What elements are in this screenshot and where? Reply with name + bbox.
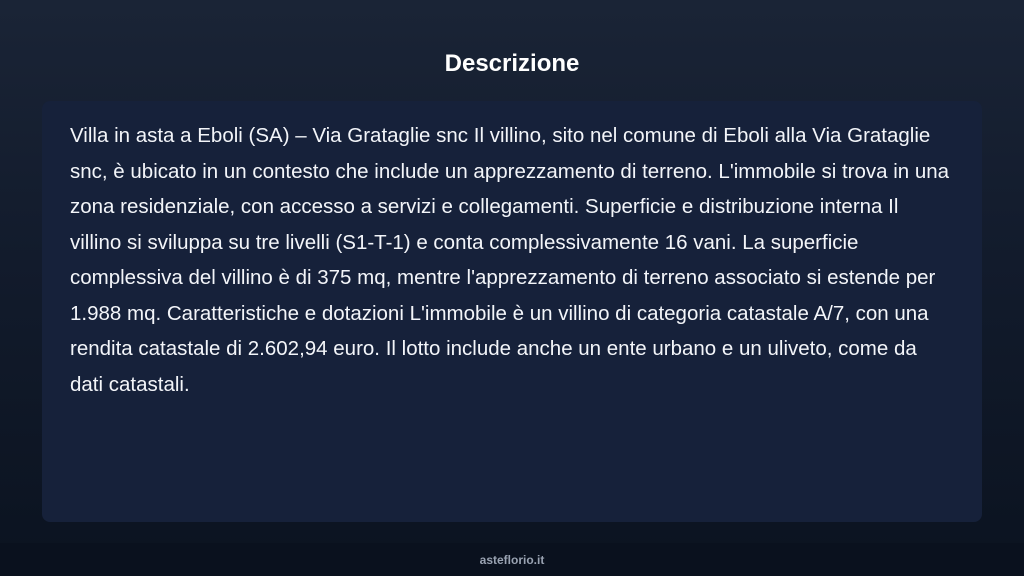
- footer-site-label: asteflorio.it: [479, 553, 545, 567]
- description-card: [42, 101, 982, 522]
- footer-bar: [0, 543, 1024, 576]
- section-title: Descrizione: [444, 50, 580, 77]
- description-text: Villa in asta a Eboli (SA) – Via Grataglie snc Il villino, sito nel comune di Eboli alla Via Grataglie snc, è ubicato in un contesto che include un apprezzamento di terreno. L'immobile si trova in una zona residenziale, con accesso a servizi e collegamenti. Superficie e distribuzione interna Il villino si sviluppa su tre livelli (S1-T-1) e conta complessivamente 16 vani. La superficie complessiva del villino è di 375 mq, mentre l'apprezzamento di terreno associato si estende per 1.988 mq. Caratteristiche e dotazioni L'immobile è un villino di categoria catastale A/7, con una rendita catastale di 2.602,94 euro. Il lotto include anche un ente urbano e un uliveto, come da dati catastali.: [70, 124, 950, 396]
